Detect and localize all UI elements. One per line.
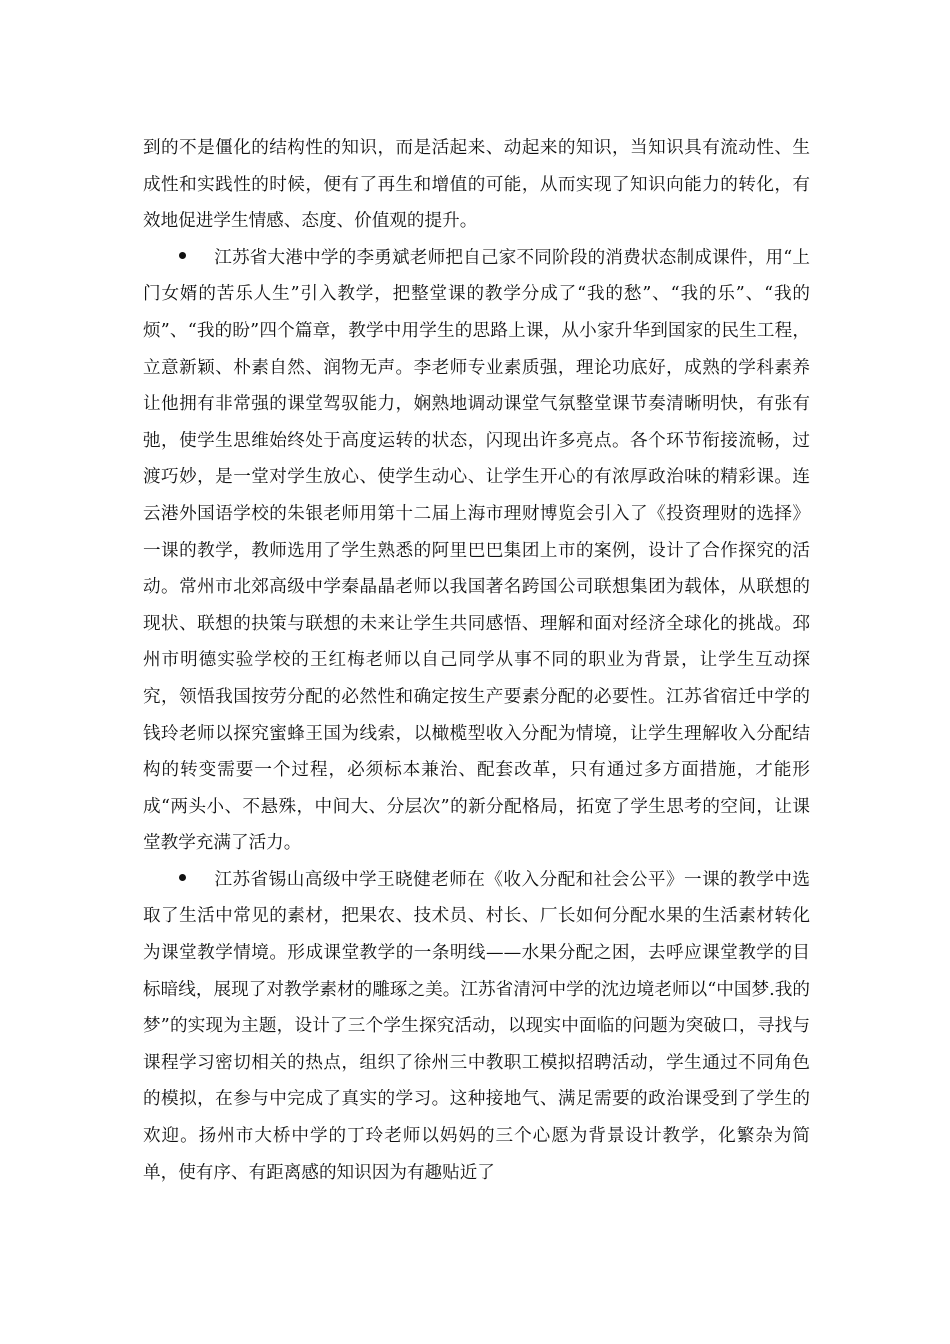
paragraph-bulleted	[143, 240, 810, 862]
paragraph-bulleted	[143, 862, 810, 1191]
paragraph-text: 江苏省锡山高级中学王晓健老师在《收入分配和社会公平》一课的教学中选取了生活中常见的素材，把果农、技术员、村长、厂长如何分配水果的生活素材转化为课堂教学情境。形成课堂教学的一条明线——水果分配之困，去呼应课堂教学的目标暗线，展现了对教学素材的雕琢之美。江苏省清河中学的沈边境老师以“中国梦.我的梦”的实现为主题，设计了三个学生探究活动，以现实中面临的问题为突破口，寻找与课程学习密切相关的热点，组织了徐州三中教职工模拟招聘活动，学生通过不同角色的模拟，在参与中完成了真实的学习。这种接地气、满足需要的政治课受到了学生的欢迎。扬州市大桥中学的丁玲老师以妈妈的三个心愿为背景设计教学，化繁杂为简单，使有序、有距离感的知识因为有趣贴近了	[143, 869, 810, 1183]
paragraph-continuation: 到的不是僵化的结构性的知识，而是活起来、动起来的知识，当知识具有流动性、生成性和实践性的时候，便有了再生和增值的可能，从而实现了知识向能力的转化，有效地促进学生情感、态度、价值观的提升。	[143, 138, 810, 232]
bullet-icon	[179, 252, 186, 259]
bullet-icon	[179, 874, 186, 881]
paragraph-text: 江苏省大港中学的李勇斌老师把自己家不同阶段的消费状态制成课件，用“上门女婿的苦乐人生”引入教学，把整堂课的教学分成了“我的愁”、“我的乐”、“我的烦”、“我的盼”四个篇章，教学中用学生的思路上课，从小家升华到国家的民生工程，立意新颖、朴素自然、润物无声。李老师专业素质强，理论功底好，成熟的学科素养让他拥有非常强的课堂驾驭能力，娴熟地调动课堂气氛整堂课节奏清晰明快，有张有弛，使学生思维始终处于高度运转的状态，闪现出许多亮点。各个环节衔接流畅，过渡巧妙，是一堂对学生放心、使学生动心、让学生开心的有浓厚政治味的精彩课。连云港外国语学校的朱银老师用第十二届上海市理财博览会引入了《投资理财的选择》一课的教学，教师选用了学生熟悉的阿里巴巴集团上市的案例，设计了合作探究的活动。常州市北郊高级中学秦晶晶老师以我国著名跨国公司联想集团为载体，从联想的现状、联想的抉策与联想的未来让学生共同感悟、理解和面对经济全球化的挑战。邳州市明德实验学校的王红梅老师以自己同学从事不同的职业为背景，让学生互动探究，领悟我国按劳分配的必然性和确定按生产要素分配的必要性。江苏省宿迁中学的钱玲老师以探究蜜蜂王国为线索，以橄榄型收入分配为情境，让学生理解收入分配结构的转变需要一个过程，必须标本兼治、配套改革，只有通过多方面措施，才能形成“两头小、不悬殊，中间大、分层次”的新分配格局，拓宽了学生思考的空间，让课堂教学充满了活力。	[143, 247, 810, 854]
document-page	[143, 130, 810, 1191]
